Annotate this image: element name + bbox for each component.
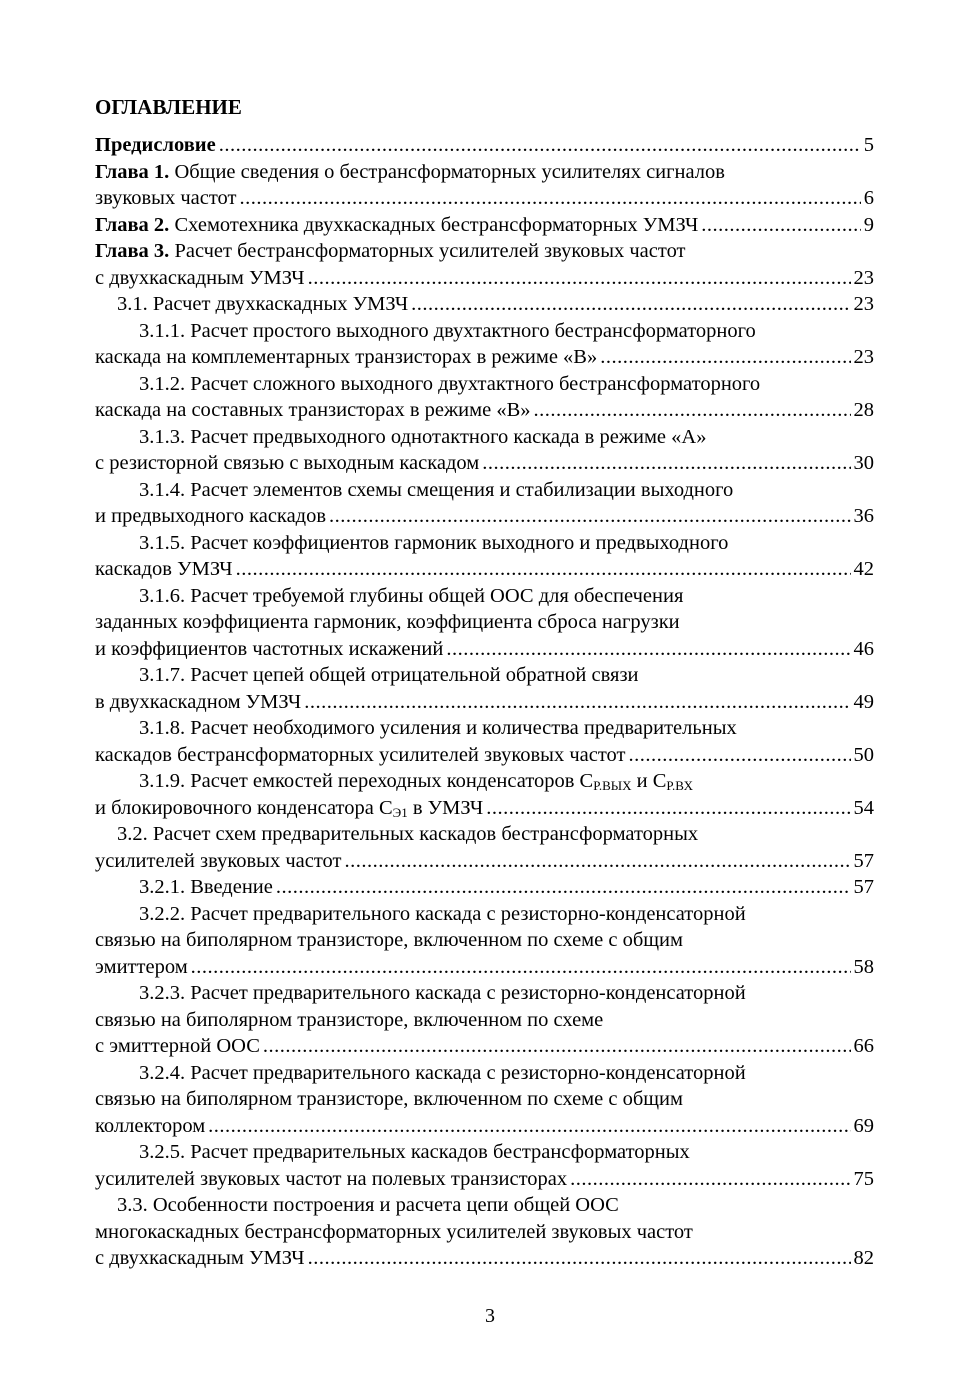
toc-entry-chapter-3[interactable] [95,238,874,265]
entry-title: 3.1.7. Расчет цепей общей отрицательной обратной связи [139,664,639,686]
toc-entry-chapter-2[interactable] [95,212,874,239]
entry-title: 3.1.5. Расчет коэффициентов гармоник выходного и предвыходного [139,531,729,554]
toc-entry-3-1-2-cont[interactable] [95,397,874,424]
dot-leader [628,742,850,769]
subscript: Р.ВХ [666,778,693,793]
dot-leader [208,1113,850,1140]
entry-title-cont: коллектором [95,1114,206,1137]
entry-label: Предисловие [95,134,216,156]
toc-entry-3-1-4-cont[interactable] [95,503,874,530]
entry-label: Глава 1. [95,160,170,183]
page-ref: 50 [853,743,874,766]
toc-entry-3-2-4[interactable] [95,1060,874,1087]
toc-entry-3-1-9[interactable] [95,768,874,795]
entry-title: 3.2.3. Расчет предварительного каскада с резисторно-конденсаторной [139,982,746,1004]
toc-entry-3-3-cont[interactable] [95,1245,874,1272]
dot-leader [236,556,851,583]
title-text: в УМЗЧ [407,796,484,819]
dot-leader [308,265,851,292]
toc-entry-3-1-6-cont[interactable] [95,636,874,663]
toc-entry-3-1-5-cont[interactable] [95,556,874,583]
dot-leader [263,1033,851,1060]
entry-title-cont: с двухкаскадным УМЗЧ [95,266,305,289]
page-ref: 49 [853,690,874,713]
entry-title: 3.1. Расчет двухкаскадных УМЗЧ [117,293,409,315]
toc-entry-chapter-1-cont[interactable] [95,185,874,212]
toc-entry-3-2-3-cont[interactable] [95,1007,874,1034]
toc-entry-3-1-3-cont[interactable] [95,450,874,477]
toc-entry-3-3[interactable] [95,1192,874,1219]
entry-title: 3.1.6. Расчет требуемой глубины общей ООС для обеспечения [139,584,684,607]
entry-title-cont: каскадов УМЗЧ [95,558,233,580]
toc-entry-3-2-1[interactable] [95,874,874,901]
dot-leader [570,1166,850,1193]
toc-heading: ОГЛАВЛЕНИЕ [95,95,242,119]
dot-leader [276,874,851,901]
page-ref: 23 [853,293,874,315]
toc-entry-3-2-4-cont[interactable] [95,1086,874,1113]
page-ref: 54 [853,796,874,819]
page-ref: 57 [853,876,874,898]
entry-title-cont: каскадов бестрансформаторных усилителей звуковых частот [95,743,626,766]
entry-title: Расчет бестрансформаторных усилителей звуковых частот [174,240,686,262]
toc-entry-3-1-7[interactable] [95,662,874,689]
toc-entry-3-1-6[interactable] [95,583,874,610]
page-ref: 58 [853,955,874,978]
dot-leader [329,503,850,530]
toc-entry-3-1-8-cont[interactable] [95,742,874,769]
entry-title-cont: усилителей звуковых частот [95,849,342,872]
toc-entry-3-2-5-cont[interactable] [95,1166,874,1193]
entry-title-cont: эмиттером [95,955,188,978]
toc-entry-3-1-6-cont[interactable] [95,609,874,636]
toc-entry-3-1-2[interactable] [95,371,874,398]
title-text: 3.1.9. Расчет емкостей переходных конденсаторов C [139,770,594,792]
page-ref: 28 [853,399,874,421]
page-ref: 82 [853,1247,874,1269]
toc-entry-chapter-3-cont[interactable] [95,265,874,292]
dot-leader [482,450,850,477]
toc-entry-3-2-4-cont[interactable] [95,1113,874,1140]
dot-leader [534,397,851,424]
toc-entry-3-2-5[interactable] [95,1139,874,1166]
toc-entry-3-3-cont[interactable] [95,1219,874,1246]
page-ref: 57 [853,849,874,872]
entry-title: Общие сведения о бестрансформаторных усилителях сигналов [174,160,725,183]
dot-leader [239,185,860,212]
page-ref: 36 [853,505,874,527]
entry-title: 3.2.4. Расчет предварительного каскада с резисторно-конденсаторной [139,1061,746,1084]
dot-leader [308,1245,851,1272]
title-text: и блокировочного конденсатора C [95,796,393,819]
dot-leader [486,795,850,822]
dot-leader [411,291,850,318]
page-ref: 23 [853,346,874,368]
dot-leader [344,848,850,875]
entry-title-cont: каскада на составных транзисторах в режиме «В» [95,399,531,421]
entry-label: Глава 3. [95,240,170,262]
dot-leader [219,132,861,159]
toc-entry-3-1[interactable] [95,291,874,318]
entry-label: Глава 2. [95,213,170,236]
entry-title: 3.2. Расчет схем предварительных каскадов бестрансформаторных [117,823,699,845]
entry-title-cont: и коэффициентов частотных искажений [95,637,444,660]
page-ref: 66 [853,1035,874,1057]
page-ref: 46 [853,637,874,660]
entry-title: Схемотехника двухкаскадных бестрансформаторных УМЗЧ [174,213,699,236]
toc-entry-3-1-3[interactable] [95,424,874,451]
entry-title: 3.2.1. Введение [139,876,273,898]
entry-title-cont: каскада на комплементарных транзисторах в режиме «В» [95,346,598,368]
toc-entry-3-2-2-cont[interactable] [95,927,874,954]
entry-title: 3.3. Особенности построения и расчета цепи общей ООС [117,1194,619,1216]
subscript: Э1 [392,804,408,820]
entry-title: 3.1.3. Расчет предвыходного однотактного каскада в режиме «А» [139,425,707,448]
entry-title-cont: и предвыходного каскадов [95,505,327,527]
entry-title-cont: звуковых частот [95,187,237,209]
toc-entry-3-1-8[interactable] [95,715,874,742]
entry-title: 3.2.5. Расчет предварительных каскадов бестрансформаторных [139,1141,690,1163]
page-ref: 5 [863,134,874,156]
toc-entry-3-2-3-cont[interactable] [95,1033,874,1060]
page-ref: 9 [863,213,874,236]
toc-entry-3-2-2-cont[interactable] [95,954,874,981]
entry-title: 3.1.4. Расчет элементов схемы смещения и стабилизации выходного [139,478,734,501]
toc-entry-3-2-2[interactable] [95,901,874,928]
page-ref: 6 [863,187,874,209]
entry-title-cont: связью на биполярном транзисторе, включенном по схеме с общим [95,929,683,951]
title-text: и C [631,770,667,792]
entry-title-cont: с эмиттерной ООС [95,1035,260,1057]
page-ref: 69 [853,1114,874,1137]
page-ref: 30 [853,452,874,474]
entry-title-cont: заданных коэффициента гармоник, коэффициента сброса нагрузки [95,611,680,633]
page-ref: 23 [853,266,874,289]
dot-leader [304,689,850,716]
dot-leader [701,212,860,239]
entry-title: 3.1.8. Расчет необходимого усиления и количества предварительных [139,717,737,739]
page-ref: 42 [853,558,874,580]
page-number: 3 [485,1305,495,1327]
subscript: Р.ВЫХ [593,778,632,793]
table-of-contents [95,132,874,1272]
entry-title: 3.1.2. Расчет сложного выходного двухтактного бестрансформаторного [139,372,761,395]
entry-title-cont: усилителей звуковых частот на полевых транзисторах [95,1167,568,1190]
dot-leader [191,954,851,981]
toc-entry-3-1-7-cont[interactable] [95,689,874,716]
toc-entry-3-1-1-cont[interactable] [95,344,874,371]
toc-entry-3-2[interactable] [95,821,874,848]
entry-title-cont: связью на биполярном транзисторе, включенном по схеме с общим [95,1088,683,1110]
toc-entry-3-2-cont[interactable] [95,848,874,875]
toc-entry-preface[interactable] [95,132,874,159]
page-ref: 75 [853,1167,874,1190]
toc-entry-3-1-5[interactable] [95,530,874,557]
dot-leader [446,636,850,663]
toc-entry-3-1-1[interactable] [95,318,874,345]
entry-title: 3.1.1. Расчет простого выходного двухтактного бестрансформаторного [139,319,756,342]
entry-title-cont: с двухкаскадным УМЗЧ [95,1247,305,1269]
entry-title-cont: многокаскадных бестрансформаторных усилителей звуковых частот [95,1220,693,1243]
dot-leader [600,344,850,371]
toc-entry-3-2-3[interactable] [95,980,874,1007]
entry-title: 3.2.2. Расчет предварительного каскада с резисторно-конденсаторной [139,902,746,925]
toc-entry-chapter-1[interactable] [95,159,874,186]
toc-entry-3-1-4[interactable] [95,477,874,504]
entry-title-cont: связью на биполярном транзисторе, включенном по схеме [95,1008,604,1031]
entry-title-cont: в двухкаскадном УМЗЧ [95,690,302,713]
entry-title-cont: с резисторной связью с выходным каскадом [95,452,480,474]
